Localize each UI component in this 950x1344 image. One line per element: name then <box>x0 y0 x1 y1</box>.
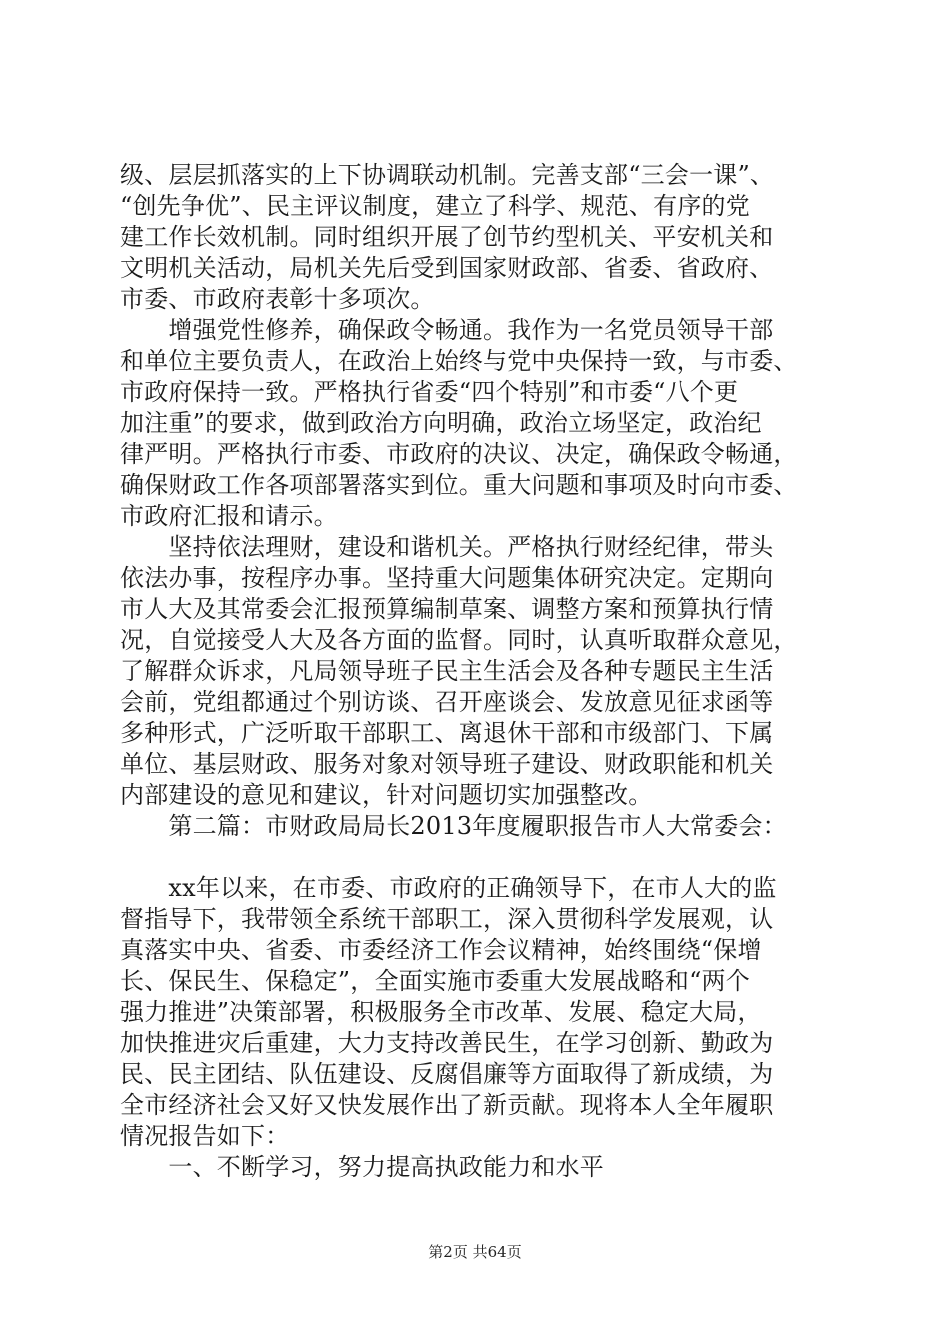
paragraph-heading-line: 坚持依法理财，建设和谐机关。严格执行财经纪律，带头 <box>120 533 774 561</box>
body-line: 情况报告如下： <box>120 1122 290 1150</box>
body-line: 加快推进灾后重建，大力支持改善民生，在学习创新、勤政为 <box>120 1029 774 1057</box>
body-line: 和单位主要负责人，在政治上始终与党中央保持一致，与市委、 <box>120 347 798 375</box>
paragraph-start-line: xx年以来，在市委、市政府的正确领导下，在市人大的监 <box>120 874 777 902</box>
body-line: 会前，党组都通过个别访谈、召开座谈会、发放意见征求函等 <box>120 688 774 716</box>
body-line: 市委、市政府表彰十多项次。 <box>120 285 435 313</box>
body-line: 民、民主团结、队伍建设、反腐倡廉等方面取得了新成绩，为 <box>120 1060 774 1088</box>
body-line: 律严明。严格执行市委、市政府的决议、决定，确保政令畅通， <box>120 440 798 468</box>
body-line: 市人大及其常委会汇报预算编制草案、调整方案和预算执行情 <box>120 595 774 623</box>
body-line: 文明机关活动，局机关先后受到国家财政部、省委、省政府、 <box>120 254 774 282</box>
subsection-heading: 一、不断学习，努力提高执政能力和水平 <box>120 1153 604 1181</box>
body-line: 加注重”的要求，做到政治方向明确，政治立场坚定，政治纪 <box>120 409 762 437</box>
page-number-footer: 第2页 共64页 <box>428 1243 522 1261</box>
body-line: 建工作长效机制。同时组织开展了创节约型机关、平安机关和 <box>120 223 774 251</box>
paragraph-heading-line: 增强党性修养，确保政令畅通。我作为一名党员领导干部 <box>120 316 774 344</box>
body-line: 市政府保持一致。严格执行省委“四个特别”和市委“八个更 <box>120 378 739 406</box>
section-title: 第二篇：市财政局局长2013年度履职报告市人大常委会： <box>120 812 787 840</box>
body-line: 单位、基层财政、服务对象对领导班子建设、财政职能和机关 <box>120 750 774 778</box>
body-line: 市政府汇报和请示。 <box>120 502 338 530</box>
body-line: 内部建设的意见和建议，针对问题切实加强整改。 <box>120 781 653 809</box>
body-line: 长、保民生、保稳定”，全面实施市委重大发展战略和“两个 <box>120 967 750 995</box>
body-line: 况，自觉接受人大及各方面的监督。同时，认真听取群众意见， <box>120 626 798 654</box>
body-line: 强力推进”决策部署，积极服务全市改革、发展、稳定大局， <box>120 998 762 1026</box>
body-line: 级、层层抓落实的上下协调联动机制。完善支部“三会一课”、 <box>120 161 775 189</box>
body-line: 了解群众诉求，凡局领导班子民主生活会及各种专题民主生活 <box>120 657 774 685</box>
body-line: “创先争优”、民主评议制度，建立了科学、规范、有序的党 <box>120 192 750 220</box>
body-line: 督指导下，我带领全系统干部职工，深入贯彻科学发展观，认 <box>120 905 774 933</box>
body-line: 依法办事，按程序办事。坚持重大问题集体研究决定。定期向 <box>120 564 774 592</box>
body-line: 全市经济社会又好又快发展作出了新贡献。现将本人全年履职 <box>120 1091 774 1119</box>
body-line: 多种形式，广泛听取干部职工、离退休干部和市级部门、下属 <box>120 719 774 747</box>
body-line: 确保财政工作各项部署落实到位。重大问题和事项及时向市委、 <box>120 471 798 499</box>
body-line: 真落实中央、省委、市委经济工作会议精神，始终围绕“保增 <box>120 936 762 964</box>
